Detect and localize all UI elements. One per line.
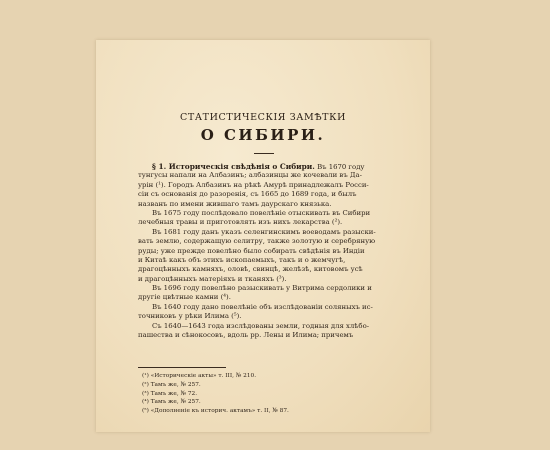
body-line: драгоцѣнныхъ камняхъ, оловѣ, свинцѣ, желѣзѣ, китовомъ усѣ <box>138 265 363 274</box>
footnote-rule <box>138 367 226 368</box>
body-line: § 1. Историческія свѣдѣнія о Сибири. Въ 1670 году <box>152 162 365 171</box>
body-line: тунгусы напали на Албазинъ; албазинцы же кочевали въ Да- <box>138 171 362 180</box>
body-line: Въ 1696 году повелѣно разыскивать у Витрима сердолики и <box>152 284 372 293</box>
body-line: Въ 1640 году дано повелѣніе объ изслѣдованіи соляныхъ ис- <box>152 302 373 311</box>
body-line: названъ по имени жившаго тамъ даурскаго князька. <box>138 199 332 208</box>
body-line: пашества и сѣнокосовъ, вдоль рр. Лены и Илима; причемъ <box>138 331 354 340</box>
title-rule <box>254 153 274 154</box>
footnote: (²) Тамъ же, № 257. <box>142 381 201 388</box>
footnote: (⁵) «Дополненіе къ историч. актамъ» т. II, № 87. <box>142 408 289 415</box>
body-line: точниковъ у рѣки Илима (⁵). <box>138 312 242 321</box>
body-line: урін (¹). Городъ Албазинъ на рѣкѣ Амурѣ принадлежалъ Росси- <box>138 180 369 189</box>
footnote: (⁴) Тамъ же, № 257. <box>142 399 201 406</box>
footnote: (¹) «Историческіе акты» т. III, № 210. <box>142 373 257 379</box>
body-text <box>138 162 388 340</box>
footnote: (³) Тамъ же, № 72. <box>142 390 198 397</box>
body-line: сіи съ основанія до разоренія, съ 1665 до 1689 года, и былъ <box>138 190 357 199</box>
footnotes <box>142 372 382 416</box>
body-line: другіе цвѣтные камни (⁴). <box>138 293 231 302</box>
body-line: Въ 1675 году послѣдовало повелѣніе отыскивать въ Сибири <box>152 208 371 217</box>
body-line: руды; уже прежде повелѣно было собирать свѣдѣнія въ Индіи <box>138 246 365 255</box>
body-line: вать землю, содержащую селитру, также золотую и серебряную <box>138 237 376 246</box>
body-line: лечебныя травы и приготовлять изъ нихъ лекарства (²). <box>138 218 343 227</box>
body-line: Въ 1681 году данъ указъ селенгинскимъ воеводамъ разыски- <box>152 227 376 236</box>
section-heading: СТАТИСТИЧЕСКІЯ ЗАМѢТКИ <box>180 112 346 123</box>
body-line: Съ 1640—1643 года изслѣдованы земли, годныя для хлѣбо- <box>152 321 370 330</box>
body-line: и драгоцѣнныхъ матеріяхъ и тканяхъ (³). <box>138 274 287 283</box>
book-page <box>96 40 430 432</box>
body-line: и Китаѣ какъ объ этихъ ископаемыхъ, такъ и о жемчугѣ, <box>138 255 346 264</box>
page-title: О СИБИРИ. <box>200 126 326 144</box>
